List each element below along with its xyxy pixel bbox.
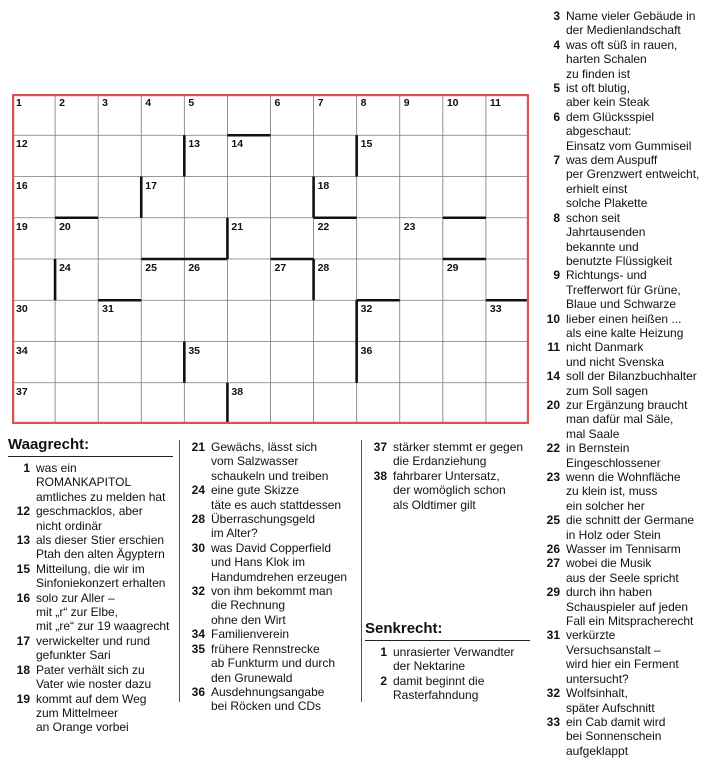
clue-number: 20 bbox=[546, 397, 560, 412]
clue-item bbox=[538, 211, 716, 269]
cell-number: 15 bbox=[360, 138, 373, 151]
clue-text: in Bernstein Eingeschlossener bbox=[566, 441, 661, 470]
clue-item bbox=[538, 556, 716, 585]
clue-text: was oft süß in rauen, harten Schalen zu finden ist bbox=[566, 37, 678, 81]
clue-item bbox=[365, 645, 530, 674]
clue-item bbox=[538, 153, 716, 211]
clue-number: 34 bbox=[191, 627, 205, 642]
clue-text: schon seit Jahrtausenden bekannte und benutzte Flüssigkeit bbox=[566, 210, 673, 268]
cell-number: 26 bbox=[188, 262, 201, 274]
across-clues-column-2 bbox=[183, 440, 359, 714]
cell-number: 21 bbox=[231, 220, 244, 233]
cell-number: 3 bbox=[102, 97, 108, 109]
cell-number: 5 bbox=[188, 97, 195, 109]
clue-text: Wolfsinhalt, später Aufschnitt bbox=[566, 686, 655, 715]
clue-number: 15 bbox=[16, 561, 30, 576]
cell-number: 29 bbox=[446, 262, 459, 274]
clue-item bbox=[365, 674, 530, 703]
clue-number: 36 bbox=[191, 684, 205, 699]
clue-text: ist oft blutig, aber kein Steak bbox=[566, 81, 650, 110]
clue-number: 35 bbox=[191, 641, 205, 656]
cell-number: 24 bbox=[59, 262, 71, 274]
clue-item bbox=[538, 542, 716, 556]
cell-number: 1 bbox=[16, 97, 22, 109]
clue-text: Name vieler Gebäude in der Medienlandschaft bbox=[566, 9, 696, 38]
column-divider bbox=[179, 440, 180, 702]
cell-number: 22 bbox=[317, 220, 330, 233]
clue-text: soll der Bilanzbuchhalter zum Soll sagen bbox=[566, 369, 697, 398]
clue-text: stärker stemmt er gegen die Erdanziehung bbox=[393, 440, 524, 469]
clue-number: 1 bbox=[23, 461, 30, 475]
clue-text: Gewächs, lässt sich vom Salzwasser schaukeln und treiben bbox=[211, 440, 329, 483]
cell-number: 10 bbox=[446, 97, 459, 109]
clue-item bbox=[183, 627, 359, 641]
clue-number: 33 bbox=[546, 714, 560, 729]
clue-number: 18 bbox=[16, 662, 30, 677]
clue-item bbox=[183, 685, 359, 714]
clue-item bbox=[538, 585, 716, 628]
cell-number: 4 bbox=[145, 97, 152, 109]
clue-item bbox=[8, 461, 173, 504]
clue-number: 7 bbox=[553, 153, 560, 168]
cell-number: 6 bbox=[274, 97, 281, 109]
grid-lines bbox=[12, 94, 529, 424]
clue-item bbox=[183, 584, 359, 627]
clue-number: 13 bbox=[16, 533, 30, 548]
clue-item bbox=[8, 634, 173, 663]
clue-number: 5 bbox=[553, 81, 560, 96]
cell-number: 11 bbox=[489, 97, 502, 109]
cell-number: 34 bbox=[16, 344, 28, 357]
crossword-grid[interactable] bbox=[12, 94, 529, 424]
clue-text: Familienverein bbox=[211, 627, 290, 642]
cell-number: 16 bbox=[16, 179, 28, 192]
clue-item bbox=[538, 398, 716, 441]
clue-item bbox=[538, 369, 716, 398]
clue-text: ein Cab damit wird bei Sonnenschein aufgeklappt bbox=[566, 714, 666, 758]
clue-text: was ein ROMANKAPITOL amtliches zu melden hat bbox=[36, 461, 166, 504]
clue-number: 8 bbox=[553, 210, 560, 225]
clue-number: 38 bbox=[373, 468, 387, 483]
cell-number: 25 bbox=[145, 262, 157, 274]
clue-text: Richtungs- und Trefferwort für Grüne, Blaue und Schwarze bbox=[566, 268, 681, 312]
cell-number: 38 bbox=[231, 385, 244, 398]
clue-item bbox=[538, 81, 716, 110]
clue-text: dem Glücksspiel abgeschaut: Einsatz vom Gummiseil bbox=[566, 109, 692, 153]
cell-number: 17 bbox=[145, 179, 157, 192]
clue-item bbox=[183, 541, 359, 584]
clue-item bbox=[8, 663, 173, 692]
clue-item bbox=[538, 441, 716, 470]
clue-text: Mitteilung, die wir im Sinfoniekonzert erhalten bbox=[36, 561, 166, 591]
cell-number: 23 bbox=[403, 220, 416, 233]
cell-number: 33 bbox=[489, 303, 502, 316]
clue-number: 26 bbox=[546, 542, 560, 557]
clue-number: 14 bbox=[546, 369, 560, 384]
clue-item bbox=[8, 504, 173, 533]
clue-item bbox=[8, 692, 173, 735]
down-clues-right bbox=[538, 9, 716, 758]
clue-item bbox=[538, 312, 716, 341]
clue-item bbox=[365, 469, 530, 512]
clue-item bbox=[538, 513, 716, 542]
clue-number: 37 bbox=[373, 440, 387, 454]
clue-number: 30 bbox=[191, 540, 205, 555]
cell-number: 28 bbox=[317, 262, 330, 274]
clue-number: 32 bbox=[546, 686, 560, 701]
clue-number: 12 bbox=[16, 504, 30, 519]
cell-number: 37 bbox=[16, 385, 28, 398]
clue-item bbox=[538, 470, 716, 513]
clue-text: verwickelter und rund gefunkter Sari bbox=[36, 633, 151, 663]
clue-text: lieber einen heißen ... als eine kalte Heizung bbox=[566, 311, 684, 340]
clue-item bbox=[538, 38, 716, 81]
clue-number: 19 bbox=[16, 691, 30, 706]
clue-text: von ihm bekommt man die Rechnung ohne den Wirt bbox=[211, 584, 333, 627]
clue-text: wenn die Wohnfläche zu klein ist, muss ein solcher her bbox=[566, 470, 681, 513]
clue-number: 25 bbox=[546, 513, 560, 528]
clue-number: 24 bbox=[191, 483, 205, 498]
cell-number: 13 bbox=[188, 138, 201, 151]
clue-number: 21 bbox=[191, 440, 205, 454]
clue-text: frühere Rennstrecke ab Funkturm und durch den Grunewald bbox=[211, 641, 336, 685]
clue-number: 32 bbox=[191, 584, 205, 599]
clue-number: 11 bbox=[547, 340, 560, 355]
clue-number: 31 bbox=[546, 628, 560, 643]
cell-number: 30 bbox=[16, 303, 28, 316]
across-clues-column-1 bbox=[8, 436, 173, 735]
clue-text: Wasser im Tennisarm bbox=[566, 542, 681, 557]
clue-text: was dem Auspuff per Grenzwert entweicht, erhielt einst solche Plakette bbox=[566, 153, 700, 211]
clue-item bbox=[183, 483, 359, 512]
clue-item bbox=[538, 686, 716, 715]
clue-number: 1 bbox=[380, 645, 387, 659]
clue-number: 9 bbox=[553, 268, 560, 283]
cell-number: 18 bbox=[317, 179, 330, 192]
cell-number: 27 bbox=[274, 262, 287, 274]
down-heading: Senkrecht: bbox=[365, 620, 530, 641]
cell-number: 20 bbox=[59, 220, 71, 233]
cell-number: 32 bbox=[360, 303, 373, 316]
clue-item bbox=[538, 9, 716, 38]
clue-item bbox=[538, 628, 716, 686]
clue-text: eine gute Skizze täte es auch stattdessen bbox=[211, 483, 342, 512]
clue-item bbox=[365, 440, 530, 469]
clue-text: durch ihn haben Schauspieler auf jeden Fall ein Mitspracherecht bbox=[566, 585, 694, 629]
cell-number: 8 bbox=[360, 97, 367, 109]
clue-text: verkürzte Versuchsanstalt – wird hier ein Ferment untersucht? bbox=[566, 628, 679, 686]
clue-item bbox=[538, 268, 716, 311]
clue-item bbox=[8, 562, 173, 591]
clue-text: wobei die Musik aus der Seele spricht bbox=[566, 556, 679, 585]
cell-number: 36 bbox=[360, 344, 373, 357]
clue-number: 29 bbox=[546, 585, 560, 600]
clue-text: damit beginnt die Rasterfahndung bbox=[393, 673, 485, 703]
clue-item bbox=[538, 715, 716, 758]
clue-item bbox=[8, 533, 173, 562]
clue-text: was David Copperfield und Hans Klok im Handumdrehen erzeugen bbox=[211, 540, 348, 584]
clue-number: 27 bbox=[546, 556, 560, 571]
clue-number: 17 bbox=[16, 633, 30, 648]
clue-text: unrasierter Verwandter der Nektarine bbox=[393, 645, 515, 674]
column-divider bbox=[361, 440, 362, 702]
clue-text: Überraschungsgeld im Alter? bbox=[211, 512, 316, 541]
clue-text: Pater verhält sich zu Vater wie noster dazu bbox=[36, 662, 152, 692]
down-clues-bottom bbox=[365, 620, 530, 703]
cell-number: 31 bbox=[102, 303, 114, 316]
clue-item bbox=[8, 591, 173, 634]
clue-item bbox=[183, 440, 359, 483]
clue-text: nicht Danmark und nicht Svenska bbox=[566, 340, 665, 369]
cell-number: 9 bbox=[403, 97, 410, 109]
cell-number: 35 bbox=[188, 344, 201, 357]
clue-number: 28 bbox=[191, 512, 205, 527]
across-heading: Waagrecht: bbox=[8, 436, 173, 457]
clue-number: 16 bbox=[16, 590, 30, 605]
cell-number: 2 bbox=[59, 97, 65, 109]
clue-item bbox=[538, 340, 716, 369]
clue-text: die schnitt der Germane in Holz oder Stein bbox=[566, 513, 695, 542]
across-clues-column-3 bbox=[365, 440, 530, 512]
clue-text: als dieser Stier erschien Ptah den alten Ägyptern bbox=[36, 533, 165, 562]
clue-text: kommt auf dem Weg zum Mittelmeer an Orange vorbei bbox=[36, 691, 147, 735]
clue-number: 2 bbox=[380, 673, 387, 688]
clue-text: fahrbarer Untersatz, der womöglich schon als Oldtimer gilt bbox=[393, 468, 506, 512]
clue-number: 3 bbox=[553, 9, 560, 23]
clue-number: 23 bbox=[546, 470, 560, 484]
clue-number: 22 bbox=[546, 441, 560, 456]
clue-item bbox=[538, 110, 716, 153]
clue-number: 6 bbox=[553, 109, 560, 124]
cell-number: 14 bbox=[231, 138, 244, 151]
cell-number: 7 bbox=[317, 97, 324, 109]
clue-text: geschmacklos, aber nicht ordinär bbox=[36, 504, 143, 533]
cell-number: 12 bbox=[16, 138, 28, 151]
clue-item bbox=[183, 512, 359, 541]
clue-text: zur Ergänzung braucht man dafür mal Säle, mal Saale bbox=[566, 397, 688, 441]
clue-number: 4 bbox=[553, 37, 560, 52]
cell-number: 19 bbox=[16, 220, 28, 233]
clue-item bbox=[183, 642, 359, 685]
clue-number: 10 bbox=[546, 311, 560, 326]
clue-text: solo zur Aller – mit „r“ zur Elbe, mit „re“ zur 19 waagrecht bbox=[36, 590, 170, 634]
clue-text: Ausdehnungsangabe bei Röcken und CDs bbox=[211, 684, 325, 714]
